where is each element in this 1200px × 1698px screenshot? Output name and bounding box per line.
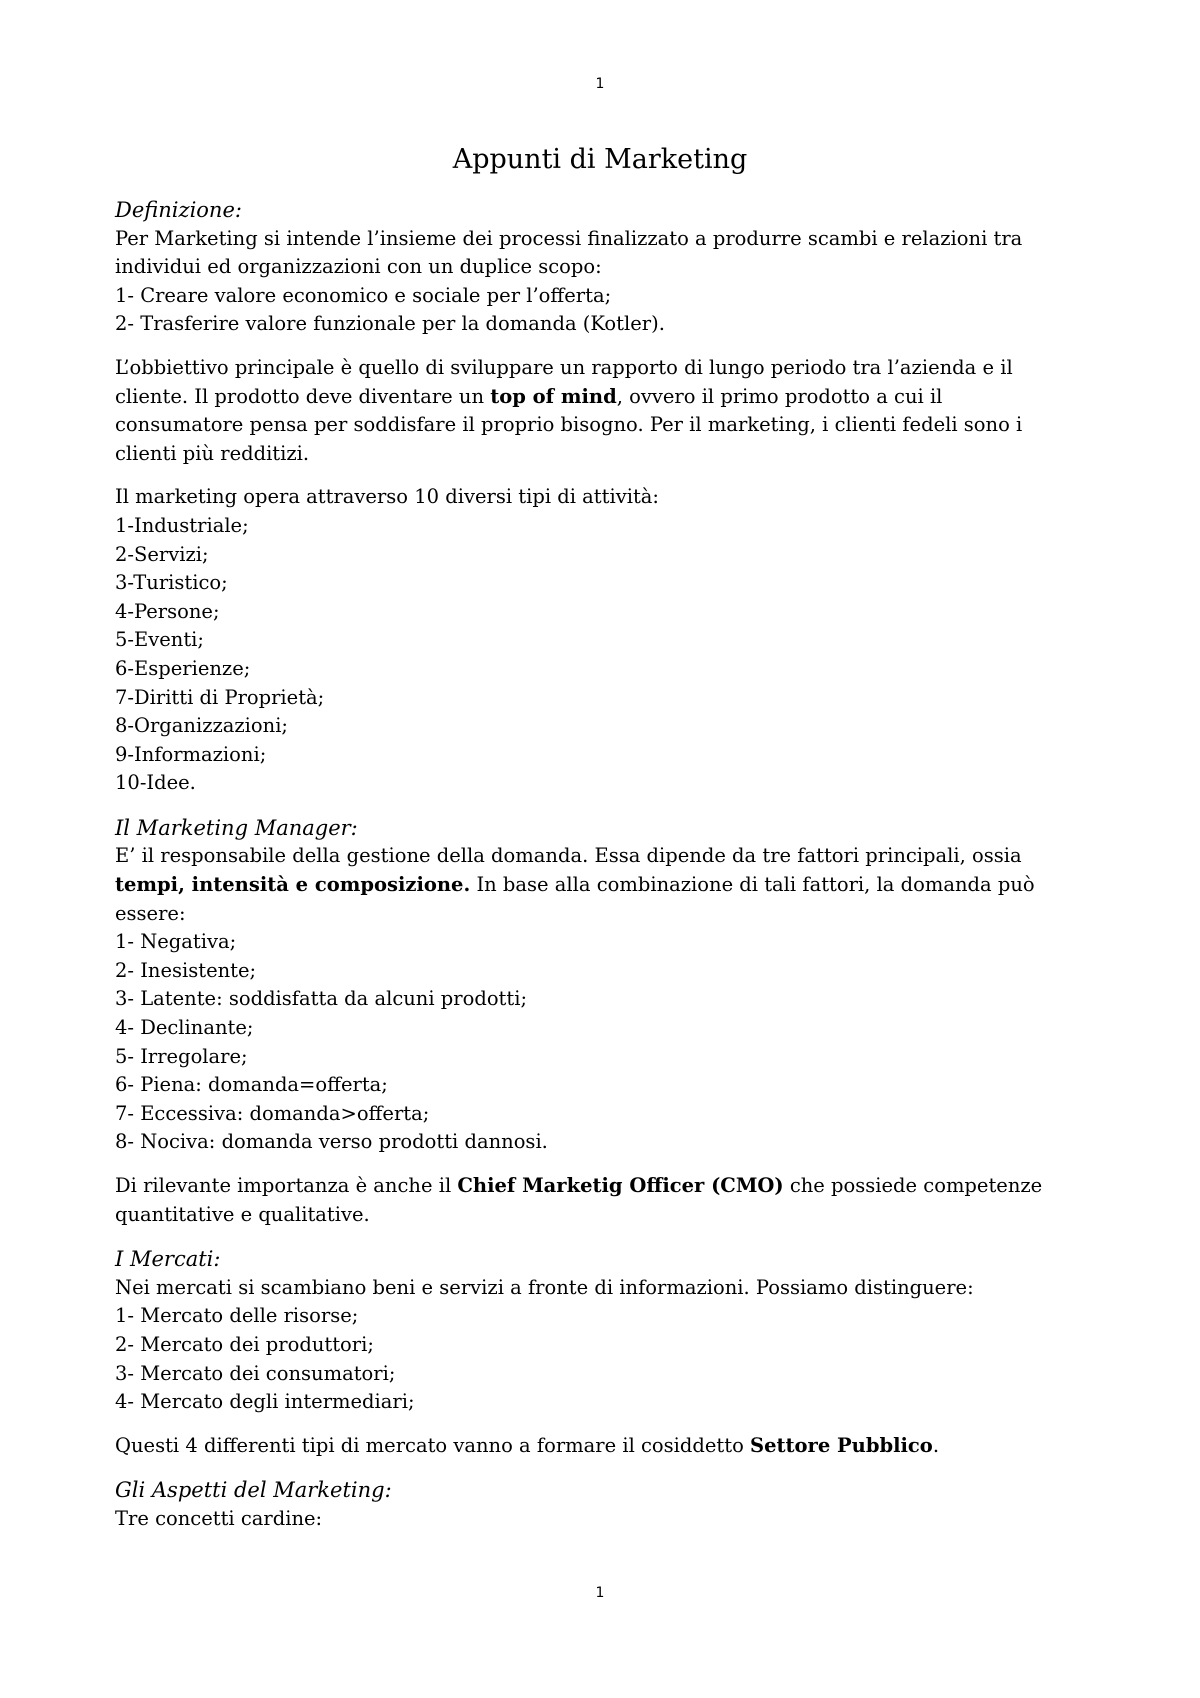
section-aspetti <box>115 1476 1095 1533</box>
text-run: cliente. Il prodotto deve diventare un <box>115 384 491 408</box>
bold-term-fattori: tempi, intensità e composizione. <box>115 873 471 897</box>
paragraph-line <box>115 871 1095 900</box>
list-item: 2- Mercato dei produttori; <box>115 1332 374 1356</box>
text-run: Di rilevante importanza è anche il <box>115 1174 458 1197</box>
section-mercati <box>115 1245 1095 1417</box>
paragraph-line: Tre concetti cardine: <box>115 1506 323 1530</box>
page-title: Appunti di Marketing <box>452 144 748 175</box>
paragraph-line <box>115 1172 1095 1201</box>
page-number-top: 1 <box>595 76 605 92</box>
paragraph-settore-pubblico <box>115 1432 1095 1461</box>
list-item: 6- Piena: domanda=offerta; <box>115 1073 388 1097</box>
section-heading-definizione: Definizione: <box>115 198 242 222</box>
paragraph-line: quantitative e qualitative. <box>115 1202 370 1226</box>
definizione-line: individui ed organizzazioni con un duplice scopo: <box>115 255 602 279</box>
list-item: 8-Organizzazioni; <box>115 714 288 738</box>
section-heading-marketing-manager: Il Marketing Manager: <box>115 815 358 840</box>
list-item: 4- Declinante; <box>115 1016 254 1040</box>
page-number-bottom: 1 <box>595 1585 605 1601</box>
paragraph-line: clienti più redditizi. <box>115 441 310 465</box>
paragraph-line: Il marketing opera attraverso 10 diversi tipi di attività: <box>115 485 660 509</box>
paragraph-line <box>115 383 1095 412</box>
section-marketing-manager <box>115 814 1095 1157</box>
paragraph-attivita <box>115 483 1095 798</box>
list-item: 2-Servizi; <box>115 542 209 566</box>
paragraph-cmo <box>115 1172 1095 1229</box>
paragraph-line: consumatore pensa per soddisfare il proprio bisogno. Per il marketing, i clienti fedeli sono i <box>115 413 1023 437</box>
definizione-line: 1- Creare valore economico e sociale per l’offerta; <box>115 283 612 307</box>
text-run: Questi 4 differenti tipi di mercato vanno a formare il cosiddetto <box>115 1433 751 1457</box>
document-body <box>115 196 1095 1534</box>
list-item: 1- Negativa; <box>115 930 237 954</box>
text-run: , ovvero il primo prodotto a cui il <box>616 384 943 408</box>
list-item: 3- Mercato dei consumatori; <box>115 1361 396 1385</box>
list-item: 9-Informazioni; <box>115 742 267 766</box>
paragraph-line <box>115 1432 1095 1461</box>
bold-term-settore-pubblico: Settore Pubblico <box>750 1433 933 1457</box>
list-item: 7- Eccessiva: domanda>offerta; <box>115 1101 430 1125</box>
list-item: 8- Nociva: domanda verso prodotti dannosi. <box>115 1130 548 1154</box>
bold-term-top-of-mind: top of mind <box>490 384 617 408</box>
paragraph-line: E’ il responsabile della gestione della domanda. Essa dipende da tre fattori principali, ossia <box>115 844 1022 868</box>
text-run: . <box>932 1433 940 1457</box>
paragraph-obbiettivo <box>115 354 1095 468</box>
paragraph-line: Nei mercati si scambiano beni e servizi a fronte di informazioni. Possiamo distinguere: <box>115 1275 974 1299</box>
list-item: 5-Eventi; <box>115 628 204 652</box>
bold-term-cmo: Chief Marketig Officer (CMO) <box>457 1174 784 1197</box>
section-heading-mercati: I Mercati: <box>115 1247 221 1272</box>
list-item: 6-Esperienze; <box>115 656 251 680</box>
list-item: 3- Latente: soddisfatta da alcuni prodotti; <box>115 987 528 1011</box>
definizione-line: Per Marketing si intende l’insieme dei processi finalizzato a produrre scambi e relazioni tra <box>115 226 1023 250</box>
list-item: 5- Irregolare; <box>115 1044 248 1068</box>
list-item: 10-Idee. <box>115 771 196 795</box>
text-run: che possiede competenze <box>783 1174 1043 1197</box>
list-item: 1-Industriale; <box>115 513 249 537</box>
list-item: 1- Mercato delle risorse; <box>115 1304 359 1328</box>
list-item: 2- Inesistente; <box>115 958 257 982</box>
paragraph-line: L’obbiettivo principale è quello di sviluppare un rapporto di lungo periodo tra l’azienda e il <box>115 355 1013 379</box>
paragraph-line: essere: <box>115 901 186 925</box>
list-item: 4- Mercato degli intermediari; <box>115 1390 415 1414</box>
list-item: 3-Turistico; <box>115 571 228 595</box>
text-run: In base alla combinazione di tali fattori, la domanda può <box>470 873 1035 897</box>
list-item: 7-Diritti di Proprietà; <box>115 685 325 709</box>
section-heading-aspetti: Gli Aspetti del Marketing: <box>115 1478 392 1503</box>
list-item: 4-Persone; <box>115 599 220 623</box>
definizione-line: 2- Trasferire valore funzionale per la domanda (Kotler). <box>115 312 665 336</box>
